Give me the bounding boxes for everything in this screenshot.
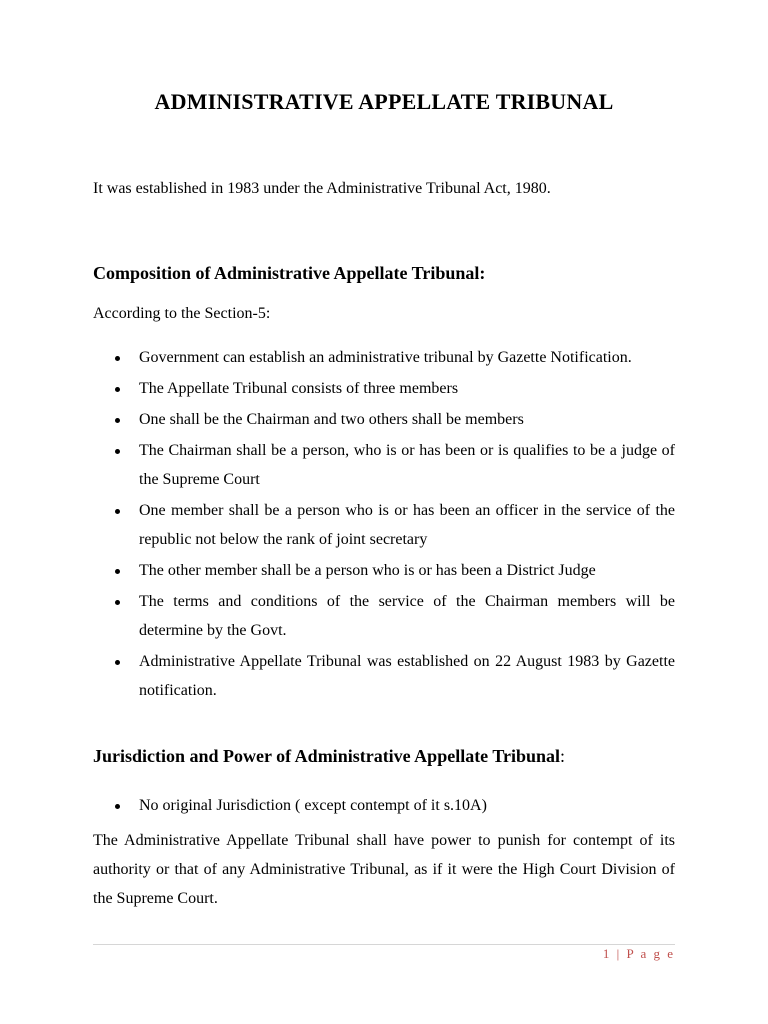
list-item: No original Jurisdiction ( except contempt of it s.10A) [93,791,675,820]
intro-text: It was established in 1983 under the Administrative Tribunal Act, 1980. [93,180,551,197]
composition-list [93,343,675,707]
list-item: One shall be the Chairman and two others shall be members [93,405,675,434]
list-item: Administrative Appellate Tribunal was established on 22 August 1983 by Gazette notification. [93,647,675,705]
bullet-icon [115,387,120,392]
bullet-icon [115,509,120,514]
list-item: The other member shall be a person who is or has been a District Judge [93,556,675,585]
list-item: The Chairman shall be a person, who is or has been or is qualifies to be a judge of the Supreme Court [93,436,675,494]
bullet-icon [115,449,120,454]
section-lead: According to the Section-5: [93,305,271,322]
footer-divider [93,944,675,945]
bullet-icon [115,418,120,423]
page-number: 1 | P a g e [602,946,675,961]
bullet-icon [115,356,120,361]
bullet-icon [115,600,120,605]
list-item: One member shall be a person who is or has been an officer in the service of the republic not below the rank of joint secretary [93,496,675,554]
bullet-icon [115,804,120,809]
section-heading-text: Jurisdiction and Power of Administrative Appellate Tribunal [93,746,561,766]
list-item: The Appellate Tribunal consists of three members [93,374,675,403]
bullet-icon [115,660,120,665]
section-heading-text: Composition of Administrative Appellate Tribunal: [93,263,486,283]
jurisdiction-paragraph: The Administrative Appellate Tribunal shall have power to punish for contempt of its authority or that of any Administrative Tribunal, as if it were the High Court Division of the Supreme Court. [93,832,675,907]
document-title: ADMINISTRATIVE APPELLATE TRIBUNAL [154,89,614,114]
bullet-icon [115,569,120,574]
list-item: Government can establish an administrative tribunal by Gazette Notification. [93,343,675,372]
jurisdiction-list [93,791,675,822]
section-heading-jurisdiction [93,746,565,767]
list-item: The terms and conditions of the service of the Chairman members will be determine by the Govt. [93,587,675,645]
section-heading-colon: : [560,746,566,766]
section-heading-composition [93,263,485,284]
